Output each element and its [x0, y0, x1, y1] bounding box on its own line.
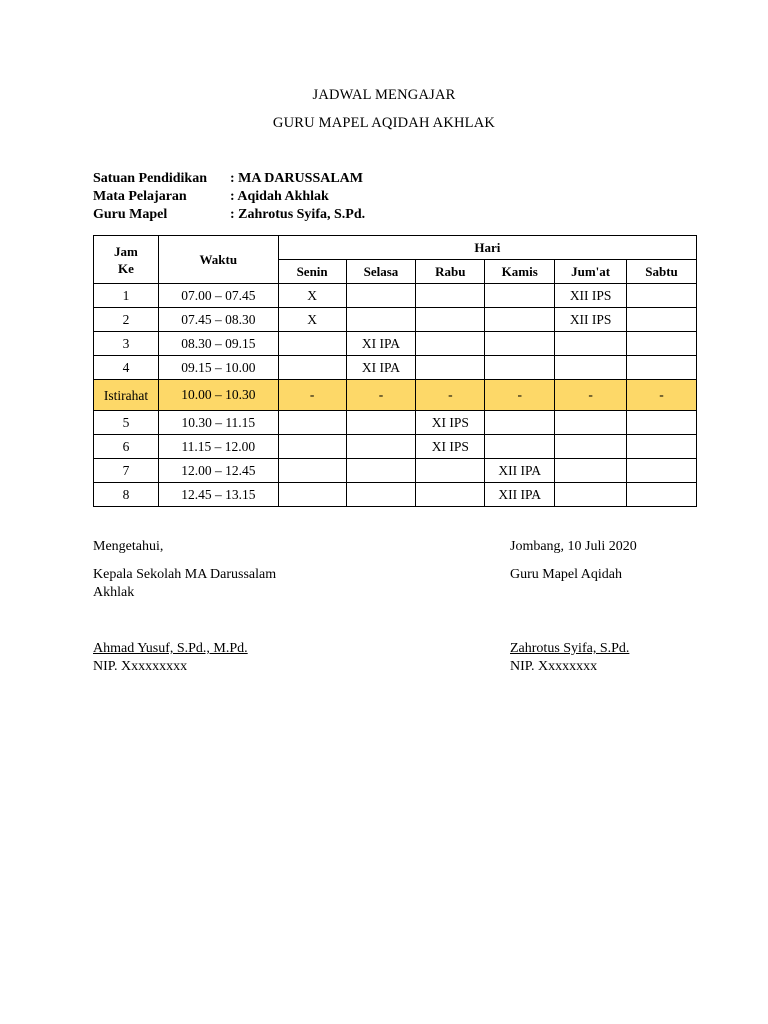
cell-class: [278, 435, 346, 459]
cell-class: [416, 332, 485, 356]
info-satuan-label: Satuan Pendidikan: [93, 171, 207, 186]
cell-class: [278, 332, 346, 356]
cell-class: [278, 483, 346, 507]
cell-class: [627, 284, 697, 308]
table-row: [94, 284, 697, 308]
header-hari: Hari: [278, 236, 696, 260]
cell-class: [416, 459, 485, 483]
cell-class: XI IPS: [416, 411, 485, 435]
sign-right-nip: NIP. Xxxxxxxx: [510, 659, 598, 674]
table-row-break: [94, 380, 697, 411]
document-title: JADWAL MENGAJAR: [312, 87, 456, 103]
header-day: Senin: [278, 260, 346, 284]
cell-jam: 5: [94, 411, 159, 435]
cell-class: [485, 435, 555, 459]
cell-class: XII IPS: [555, 284, 627, 308]
cell-jam: [94, 380, 159, 411]
schedule-table: [93, 235, 697, 507]
cell-jam: 3: [94, 332, 159, 356]
cell-class: XI IPS: [416, 435, 485, 459]
info-guru-label: Guru Mapel: [93, 207, 168, 222]
cell-jam: 7: [94, 459, 159, 483]
cell-class: [627, 411, 697, 435]
cell-class: [416, 356, 485, 380]
cell-class: [627, 308, 697, 332]
cell-class: [485, 332, 555, 356]
cell-class: [416, 284, 485, 308]
cell-class: [346, 435, 416, 459]
cell-jam-text: Istirahat: [103, 387, 149, 403]
cell-class: [627, 483, 697, 507]
table-row: [94, 332, 697, 356]
sign-left-intro: Mengetahui,: [93, 539, 164, 554]
cell-class: [346, 308, 416, 332]
cell-jam: 4: [94, 356, 159, 380]
cell-class: [485, 284, 555, 308]
cell-waktu: 08.30 – 09.15: [158, 332, 278, 356]
sign-right-role: Guru Mapel Aqidah: [510, 567, 622, 582]
cell-jam: 8: [94, 483, 159, 507]
cell-waktu: 10.30 – 11.15: [158, 411, 278, 435]
header-waktu: Waktu: [158, 236, 278, 284]
table-row: [94, 459, 697, 483]
cell-class: [346, 284, 416, 308]
cell-waktu: 07.00 – 07.45: [158, 284, 278, 308]
cell-class: -: [555, 380, 627, 411]
cell-class: -: [485, 380, 555, 411]
cell-class: [485, 411, 555, 435]
cell-waktu: 10.00 – 10.30: [158, 380, 278, 411]
cell-class: -: [278, 380, 346, 411]
header-jam-ke: [94, 236, 159, 284]
cell-class: [346, 459, 416, 483]
cell-class: XI IPA: [346, 332, 416, 356]
header-day: Kamis: [485, 260, 555, 284]
cell-class: XII IPA: [485, 459, 555, 483]
cell-class: [627, 356, 697, 380]
cell-class: [627, 332, 697, 356]
cell-class: [346, 411, 416, 435]
cell-class: XII IPS: [555, 308, 627, 332]
info-satuan-value: : MA DARUSSALAM: [230, 171, 363, 186]
cell-class: [278, 356, 346, 380]
cell-class: [555, 459, 627, 483]
sign-right-date: Jombang, 10 Juli 2020: [510, 539, 637, 554]
header-jam-ke-text: Jam Ke: [114, 243, 138, 276]
cell-class: [555, 332, 627, 356]
header-day: Selasa: [346, 260, 416, 284]
cell-class: [346, 483, 416, 507]
sign-left-role: Kepala Sekolah MA Darussalam: [93, 567, 277, 582]
header-day: Jum'at: [555, 260, 627, 284]
cell-class: [416, 308, 485, 332]
cell-class: [555, 411, 627, 435]
cell-jam: 2: [94, 308, 159, 332]
cell-waktu: 11.15 – 12.00: [158, 435, 278, 459]
cell-class: XII IPA: [485, 483, 555, 507]
cell-class: [627, 435, 697, 459]
cell-class: [627, 459, 697, 483]
cell-waktu: 09.15 – 10.00: [158, 356, 278, 380]
document-subtitle: GURU MAPEL AQIDAH AKHLAK: [272, 115, 496, 131]
table-row: [94, 483, 697, 507]
cell-waktu: 07.45 – 08.30: [158, 308, 278, 332]
cell-jam: 6: [94, 435, 159, 459]
sign-left-name: Ahmad Yusuf, S.Pd., M.Pd.: [93, 641, 248, 656]
header-day: Sabtu: [627, 260, 697, 284]
sign-left-nip: NIP. Xxxxxxxxx: [93, 659, 188, 674]
info-mapel-value: : Aqidah Akhlak: [230, 189, 329, 204]
sign-right-name: Zahrotus Syifa, S.Pd.: [510, 641, 630, 656]
header-day: Rabu: [416, 260, 485, 284]
info-guru-value: : Zahrotus Syifa, S.Pd.: [230, 207, 366, 222]
info-mapel-label: Mata Pelajaran: [93, 189, 187, 204]
cell-waktu: 12.45 – 13.15: [158, 483, 278, 507]
cell-class: [485, 356, 555, 380]
cell-class: [485, 308, 555, 332]
cell-class: X: [278, 308, 346, 332]
cell-class: [278, 411, 346, 435]
cell-class: [278, 459, 346, 483]
cell-class: XI IPA: [346, 356, 416, 380]
cell-class: [416, 483, 485, 507]
cell-jam: 1: [94, 284, 159, 308]
cell-class: -: [346, 380, 416, 411]
table-row: [94, 435, 697, 459]
cell-class: [555, 483, 627, 507]
cell-class: [555, 356, 627, 380]
cell-class: -: [416, 380, 485, 411]
cell-class: X: [278, 284, 346, 308]
cell-waktu: 12.00 – 12.45: [158, 459, 278, 483]
table-row: [94, 356, 697, 380]
table-row: [94, 411, 697, 435]
cell-class: [555, 435, 627, 459]
cell-class: -: [627, 380, 697, 411]
sign-left-role-cont: Akhlak: [93, 585, 135, 600]
table-row: [94, 308, 697, 332]
